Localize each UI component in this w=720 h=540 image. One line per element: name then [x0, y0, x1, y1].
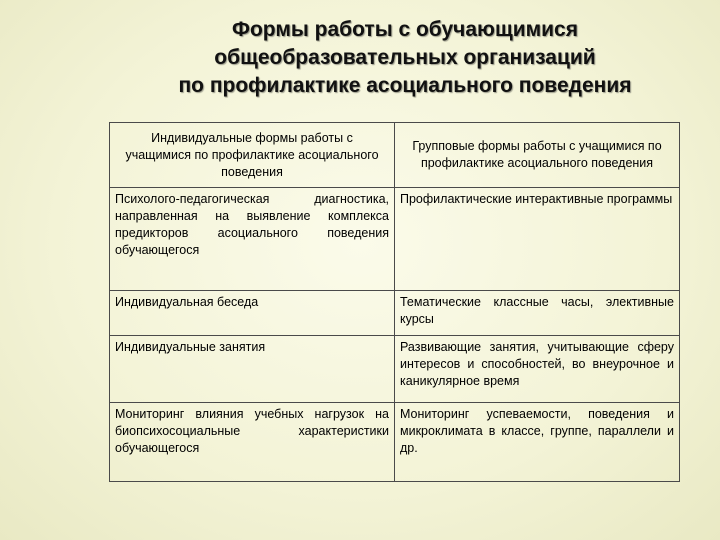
- slide-title: [100, 16, 710, 100]
- title-line-2: общеобразовательных организаций: [214, 46, 596, 69]
- header-individual-forms: Индивидуальные формы работы с учащимися по профилактике асоциального поведения: [110, 123, 395, 188]
- header-group-forms: Групповые формы работы с учащимися по профилактике асоциального поведения: [395, 123, 680, 188]
- table-cell-individual: Индивидуальная беседа: [110, 291, 395, 336]
- table-row: [110, 188, 680, 291]
- title-line-1: Формы работы с обучающимися: [232, 18, 578, 41]
- table-cell-group: Мониторинг успеваемости, поведения и микроклимата в классе, группе, параллели и др.: [395, 403, 680, 482]
- table-cell-individual: Мониторинг влияния учебных нагрузок на биопсихосоциальные характеристики обучающегося: [110, 403, 395, 482]
- table-cell-group: Развивающие занятия, учитывающие сферу интересов и способностей, во внеурочное и каникулярное время: [395, 336, 680, 403]
- table-cell-individual: Индивидуальные занятия: [110, 336, 395, 403]
- table-row: [110, 403, 680, 482]
- title-line-3: по профилактике асоциального поведения: [178, 74, 632, 97]
- table-cell-individual: Психолого-педагогическая диагностика, направленная на выявление комплекса предикторов асоциального поведения обучающегося: [110, 188, 395, 291]
- table-row: [110, 336, 680, 403]
- table-cell-group: Тематические классные часы, элективные курсы: [395, 291, 680, 336]
- forms-table: [109, 122, 680, 482]
- table-cell-group: Профилактические интерактивные программы: [395, 188, 680, 291]
- table-row: [110, 291, 680, 336]
- header-row: [110, 123, 680, 188]
